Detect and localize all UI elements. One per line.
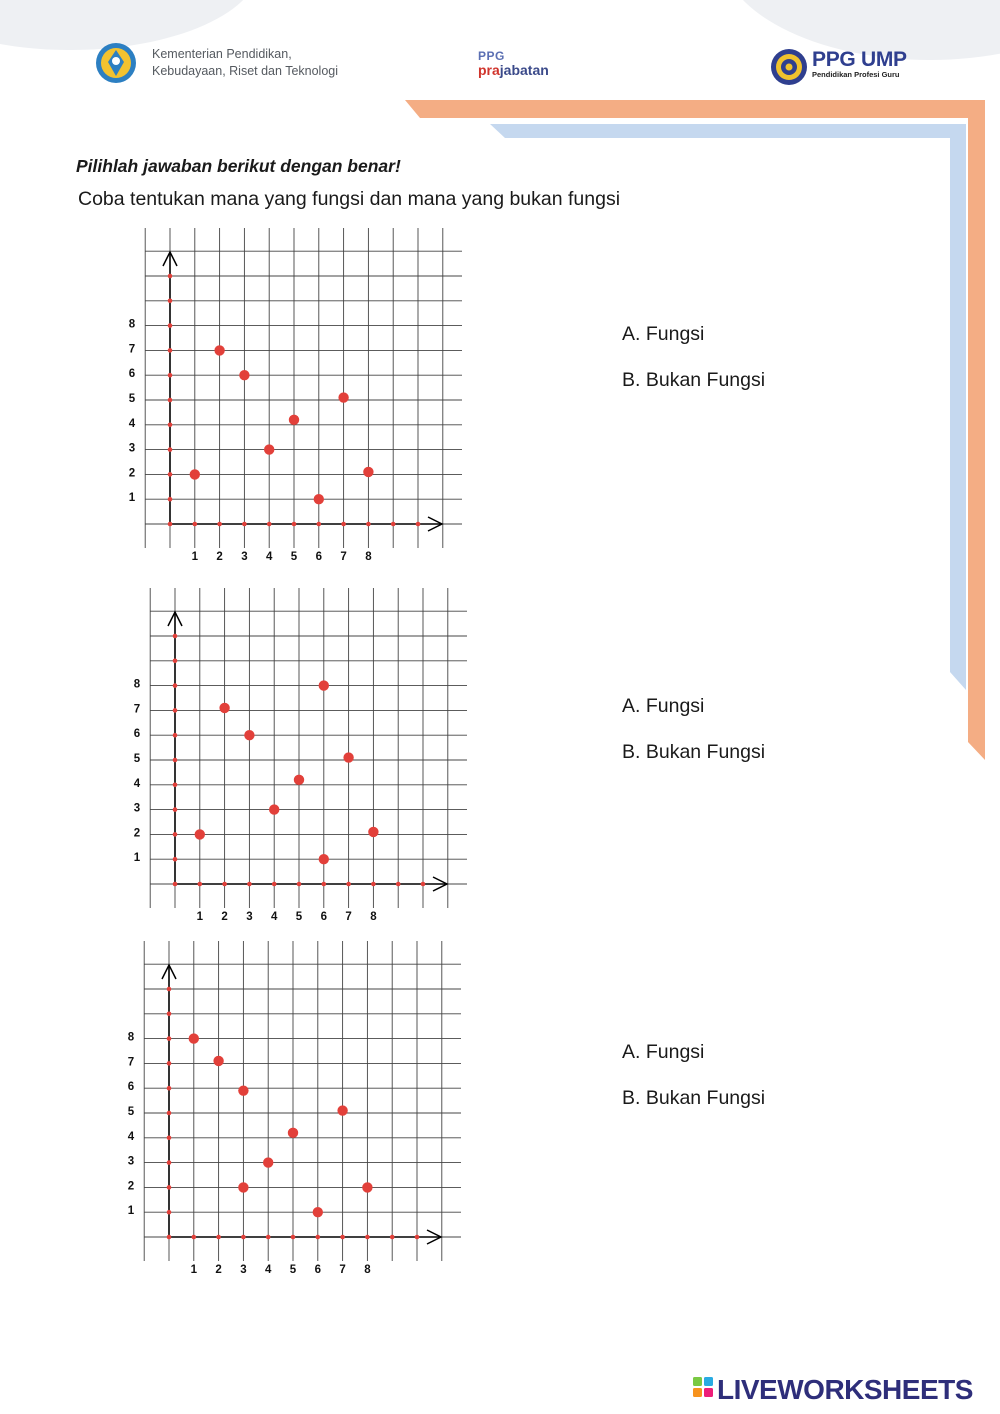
y-tick-label: 1 (127, 1205, 135, 1218)
axis-dot (167, 1111, 172, 1116)
option-bukan-fungsi-1[interactable]: B. Bukan Fungsi (622, 369, 766, 391)
y-tick-label: 8 (127, 1031, 135, 1044)
data-point (294, 775, 304, 785)
axis-dot (291, 1235, 296, 1240)
axis-dot (272, 882, 277, 887)
option-bukan-fungsi-2[interactable]: B. Bukan Fungsi (622, 741, 766, 763)
axis-dot (173, 659, 178, 664)
ministry-line-1: Kementerian Pendidikan, (152, 47, 292, 61)
x-tick-label: 8 (370, 911, 377, 923)
x-tick-label: 3 (240, 1264, 247, 1276)
x-tick-label: 3 (246, 911, 253, 923)
axis-dot (168, 323, 173, 328)
x-tick-label: 1 (196, 911, 204, 923)
x-tick-label: 5 (289, 1264, 297, 1276)
axis-dot (173, 832, 178, 837)
axis-dot (167, 1086, 172, 1091)
axis-dot (167, 987, 172, 992)
data-point (319, 680, 329, 690)
x-tick-label: 2 (216, 551, 223, 563)
axis-dot (421, 882, 426, 887)
axis-dot (340, 1235, 345, 1240)
y-tick-label: 2 (133, 827, 141, 840)
y-tick-label: 5 (127, 1106, 135, 1118)
data-point (362, 1182, 372, 1192)
ppg-label: PPG (478, 49, 505, 63)
ministry-line-2: Kebudayaan, Riset dan Teknologi (152, 64, 339, 78)
axis-dot (371, 882, 376, 887)
axis-dot (390, 1235, 395, 1240)
axis-dot (396, 882, 401, 887)
y-tick-label: 4 (127, 1130, 135, 1143)
question-text: Coba tentukan mana yang fungsi dan mana yang bukan fungsi (78, 188, 621, 210)
axis-dot (173, 758, 178, 763)
data-point (264, 444, 274, 454)
y-tick-label: 3 (128, 442, 136, 455)
x-tick-label: 4 (264, 1264, 272, 1276)
data-point (338, 392, 348, 402)
data-point (313, 1207, 323, 1217)
data-point (219, 703, 229, 713)
y-tick-label: 5 (128, 393, 136, 405)
liveworksheets-wordmark: LIVEWORKSHEETS (717, 1374, 973, 1405)
y-tick-label: 1 (133, 852, 141, 865)
axis-dot (168, 398, 173, 403)
x-tick-label: 1 (190, 1264, 198, 1276)
option-fungsi-2[interactable]: A. Fungsi (622, 695, 705, 717)
axis-dot (193, 522, 198, 527)
axis-dot (173, 807, 178, 812)
y-tick-label: 6 (133, 728, 141, 741)
axis-dot (167, 1210, 172, 1215)
axis-dot (168, 348, 173, 353)
axis-dot (168, 423, 173, 428)
axis-dot (173, 708, 178, 713)
data-point (244, 730, 254, 740)
data-point (337, 1105, 347, 1115)
axis-dot (173, 857, 178, 862)
axis-dot (168, 299, 173, 304)
axis-dot (391, 522, 396, 527)
y-tick-label: 3 (133, 802, 141, 815)
data-point (238, 1085, 248, 1095)
y-tick-label: 8 (128, 318, 136, 331)
prajabatan-red: pra (478, 62, 500, 78)
prajabatan-rest: jabatan (499, 62, 549, 78)
liveworksheets-logo-icon (693, 1376, 715, 1400)
x-tick-label: 7 (339, 1264, 346, 1276)
x-tick-label: 6 (315, 551, 323, 563)
x-tick-label: 3 (241, 551, 248, 563)
data-point (319, 854, 329, 864)
axis-dot (167, 1185, 172, 1190)
liveworksheets-brand (693, 1374, 973, 1405)
axis-dot (173, 733, 178, 738)
y-tick-label: 1 (128, 492, 136, 505)
option-fungsi-1[interactable]: A. Fungsi (622, 323, 705, 345)
data-point (269, 804, 279, 814)
data-point (190, 469, 200, 479)
y-tick-label: 2 (127, 1180, 135, 1193)
y-tick-label: 6 (128, 368, 136, 381)
axis-dot (222, 882, 227, 887)
data-point (263, 1157, 273, 1167)
axis-dot (341, 522, 346, 527)
x-tick-label: 7 (340, 551, 347, 563)
axis-dot (173, 882, 178, 887)
axis-dot (167, 1012, 172, 1017)
ump-title: PPG UMP (812, 48, 907, 71)
data-point (239, 370, 249, 380)
y-tick-label: 4 (128, 417, 136, 430)
axis-dot (416, 522, 421, 527)
ump-subtitle: Pendidikan Profesi Guru (812, 70, 900, 79)
y-tick-label: 5 (133, 753, 141, 765)
data-point (363, 467, 373, 477)
axis-dot (168, 522, 173, 527)
axis-dot (266, 1235, 271, 1240)
axis-dot (168, 274, 173, 279)
axis-dot (167, 1136, 172, 1141)
axis-dot (167, 1036, 172, 1041)
data-point (368, 827, 378, 837)
y-tick-label: 7 (133, 703, 141, 716)
axis-dot (168, 472, 173, 477)
axis-dot (415, 1235, 420, 1240)
axis-dot (242, 522, 247, 527)
axis-dot (198, 882, 203, 887)
data-point (214, 345, 224, 355)
axis-dot (247, 882, 252, 887)
data-point (288, 1128, 298, 1138)
y-tick-label: 2 (128, 467, 136, 480)
instruction-text: Pilihlah jawaban berikut dengan benar! (76, 156, 401, 176)
axis-dot (173, 683, 178, 688)
data-point (314, 494, 324, 504)
x-tick-label: 1 (191, 551, 199, 563)
y-tick-label: 6 (127, 1081, 135, 1094)
y-tick-label: 7 (128, 343, 136, 356)
x-tick-label: 8 (365, 551, 372, 563)
axis-dot (192, 1235, 197, 1240)
data-point (195, 829, 205, 839)
y-tick-label: 4 (133, 777, 141, 790)
axis-dot (167, 1235, 172, 1240)
x-tick-label: 4 (270, 911, 278, 923)
axis-dot (346, 882, 351, 887)
y-tick-label: 8 (133, 678, 141, 691)
x-tick-label: 8 (364, 1264, 371, 1276)
x-tick-label: 5 (290, 551, 298, 563)
axis-dot (168, 447, 173, 452)
option-fungsi-3[interactable]: A. Fungsi (622, 1041, 705, 1063)
option-bukan-fungsi-3[interactable]: B. Bukan Fungsi (622, 1087, 766, 1109)
y-tick-label: 3 (127, 1155, 135, 1168)
x-tick-label: 4 (265, 551, 273, 563)
axis-dot (241, 1235, 246, 1240)
x-tick-label: 6 (314, 1264, 322, 1276)
data-point (238, 1182, 248, 1192)
data-point (289, 415, 299, 425)
x-tick-label: 2 (215, 1264, 222, 1276)
x-tick-label: 7 (345, 911, 352, 923)
axis-dot (292, 522, 297, 527)
y-tick-label: 7 (127, 1056, 135, 1069)
axis-dot (173, 783, 178, 788)
axis-dot (366, 522, 371, 527)
axis-dot (322, 882, 327, 887)
axis-dot (217, 522, 222, 527)
axis-dot (297, 882, 302, 887)
axis-dot (167, 1061, 172, 1066)
axis-dot (316, 1235, 321, 1240)
axis-dot (267, 522, 272, 527)
axis-dot (365, 1235, 370, 1240)
axis-dot (216, 1235, 221, 1240)
axis-dot (173, 634, 178, 639)
axis-dot (168, 497, 173, 502)
data-point (189, 1033, 199, 1043)
x-tick-label: 5 (295, 911, 303, 923)
axis-dot (317, 522, 322, 527)
x-tick-label: 6 (320, 911, 328, 923)
axis-dot (167, 1160, 172, 1165)
x-tick-label: 2 (221, 911, 228, 923)
data-point (343, 752, 353, 762)
data-point (213, 1056, 223, 1066)
axis-dot (168, 373, 173, 378)
